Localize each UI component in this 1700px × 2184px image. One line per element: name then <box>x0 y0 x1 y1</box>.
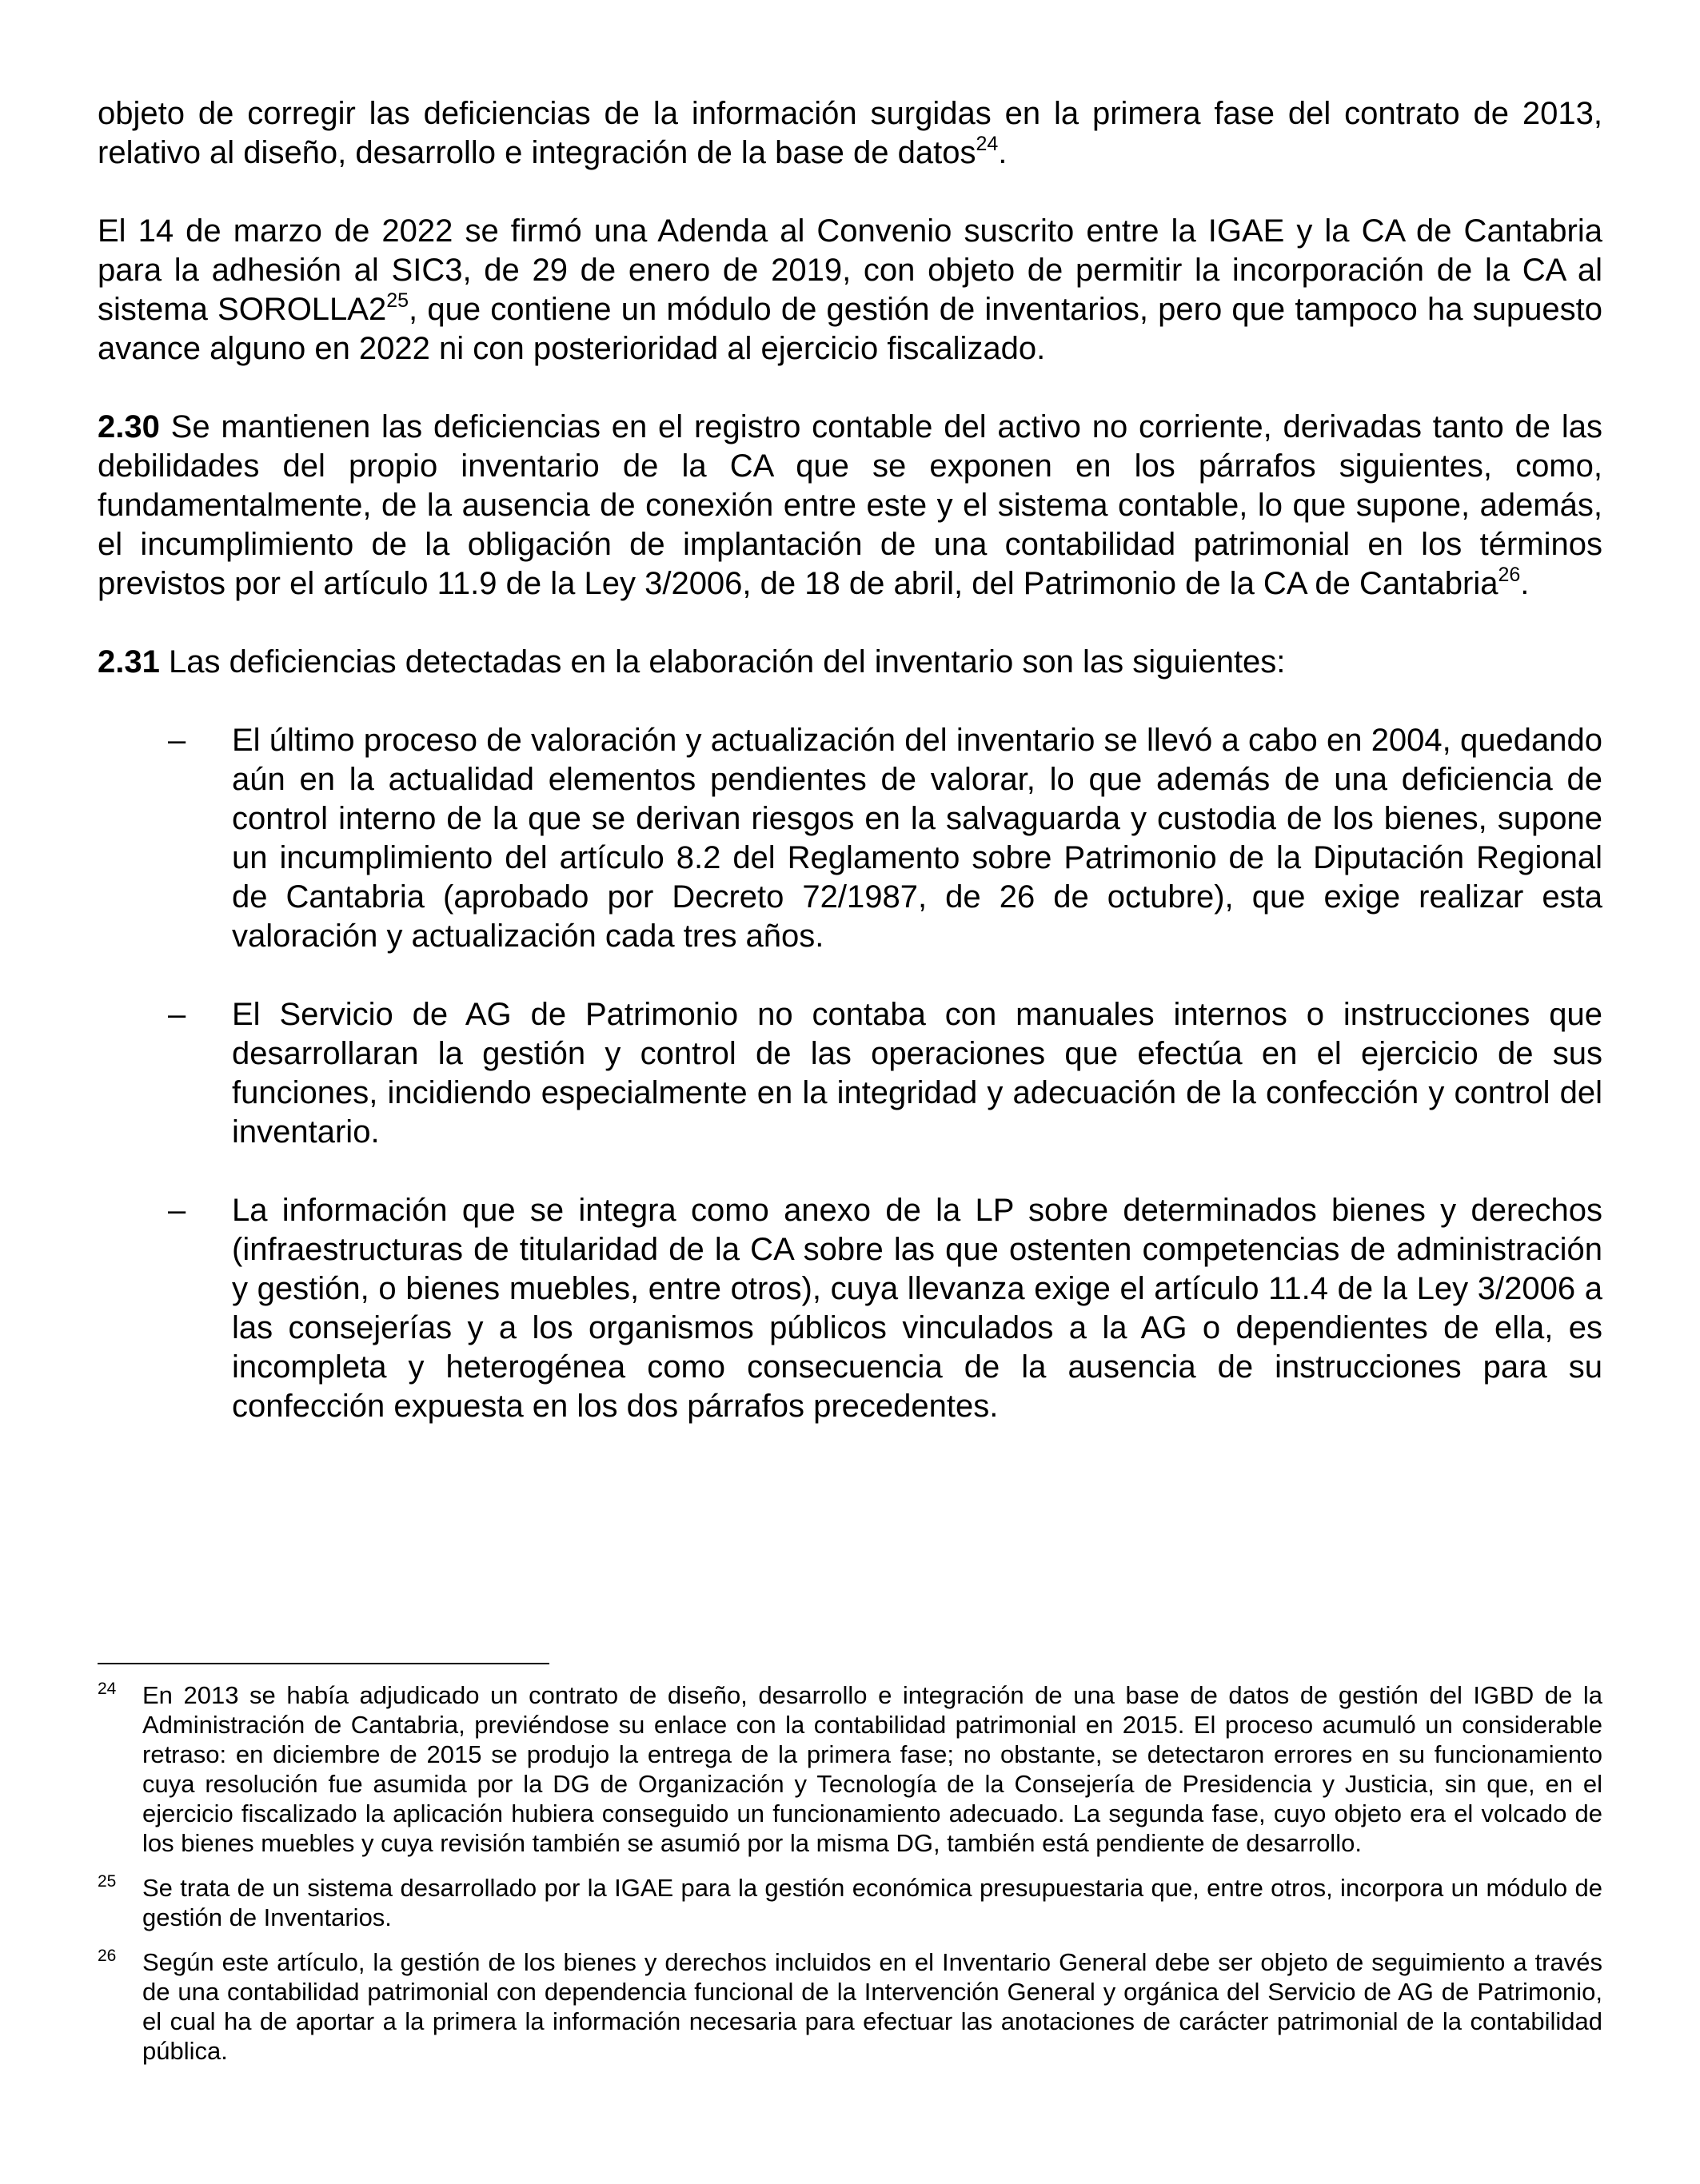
list-item: – El Servicio de AG de Patrimonio no contaba con manuales internos o instrucciones que desarrollaran la gestión y control de las operaciones que efectúa en el ejercicio de sus funciones, incidiendo especialmente en la integridad y adecuación de la confección y control del inventario. <box>168 997 1602 1150</box>
footnote-ref-26[interactable]: 26 <box>1498 564 1521 586</box>
footnote-number: 25 <box>98 1872 117 1891</box>
footnote-ref-24[interactable]: 24 <box>976 133 999 155</box>
paragraph-intro: objeto de corregir las deficiencias de la información surgidas en la primera fase del contrato de 2013, relativo al diseño, desarrollo e integración de la base de datos$^{24}$. <box>98 96 1602 170</box>
footnotes <box>98 1680 1602 2081</box>
dash-bullet-icon: – <box>168 1193 186 1228</box>
paragraph-number: 2.31 <box>98 644 160 680</box>
footnote-ref-25[interactable]: 25 <box>386 289 409 312</box>
footnote-separator <box>98 1663 549 1664</box>
dash-bullet-icon: – <box>168 997 186 1032</box>
paragraph-2-31: 2.31 Las deficiencias detectadas en la elaboración del inventario son las siguientes: <box>98 644 1286 680</box>
footnote-26: 26 Según este artículo, la gestión de los bienes y derechos incluidos en el Inventario General debe ser objeto de seguimiento a través de una contabilidad patrimonial con dependencia funcional de la Intervención General y orgánica del Servicio de AG de Patrimonio, el cual ha de aportar a la primera la información necesaria para efectuar las anotaciones de carácter patrimonial de la contabilidad pública. <box>98 1947 1602 2066</box>
document-body <box>98 94 1602 1465</box>
footnote-25: 25 Se trata de un sistema desarrollado por la IGAE para la gestión económica presupuestaria que, entre otros, incorpora un módulo de gestión de Inventarios. <box>98 1873 1602 1932</box>
list-item: – La información que se integra como anexo de la LP sobre determinados bienes y derechos (infraestructuras de titularidad de la CA sobre las que ostenten competencias de administración y gestión, o bienes muebles, entre otros), cuya llevanza exige el artículo 11.4 de la Ley 3/2006 a las consejerías y a los organismos públicos vinculados a la AG o dependientes de ella, es incompleta y heterogénea como consecuencia de la ausencia de instrucciones para su confección expuesta en los dos párrafos precedentes. <box>168 1193 1602 1424</box>
paragraph-number: 2.30 <box>98 409 160 444</box>
paragraph-2-30: 2.30 Se mantienen las deficiencias en el registro contable del activo no corriente, derivadas tanto de las debilidades del propio inventario de la CA que se exponen en los párrafos siguientes, como, fundamentalmente, de la ausencia de conexión entre este y el sistema contable, lo que supone, además, el incumplimiento de la obligación de implantación de una contabilidad patrimonial en los términos previstos por el artículo 11.9 de la Ley 3/2006, de 18 de abril, del Patrimonio de la CA de Cantabria$^{26}$. <box>98 409 1602 601</box>
paragraph-adenda: El 14 de marzo de 2022 se firmó una Adenda al Convenio suscrito entre la IGAE y la CA de Cantabria para la adhesión al SIC3, de 29 de enero de 2019, con objeto de permitir la incorporación de la CA al sistema $SOROLLA2^{25}$, que contiene un módulo de gestión de inventarios, pero que tampoco ha supuesto avance alguno en 2022 ni con posterioridad al ejercicio fiscalizado. <box>98 213 1603 366</box>
list-item: – El último proceso de valoración y actualización del inventario se llevó a cabo en 2004, quedando aún en la actualidad elementos pendientes de valorar, lo que además de una deficiencia de control interno de la que se derivan riesgos en la salvaguarda y custodia de los bienes, supone un incumplimiento del artículo 8.2 del Reglamento sobre Patrimonio de la Diputación Regional de Cantabria (aprobado por Decreto 72/1987, de 26 de octubre), que exige realizar esta valoración y actualización cada tres años. <box>168 723 1602 954</box>
deficiency-list <box>98 721 1602 1426</box>
footnote-number: 24 <box>98 1680 117 1698</box>
footnote-number: 26 <box>98 1947 117 1965</box>
footnote-24: 24 En 2013 se había adjudicado un contrato de diseño, desarrollo e integración de una base de datos de gestión del IGBD de la Administración de Cantabria, previéndose su enlace con la contabilidad patrimonial en 2015. El proceso acumuló un considerable retraso: en diciembre de 2015 se produjo la entrega de la primera fase; no obstante, se detectaron errores en su funcionamiento cuya resolución fue asumida por la DG de Organización y Tecnología de la Consejería de Presidencia y Justicia, sin que, en el ejercicio fiscalizado la aplicación hubiera conseguido un funcionamiento adecuado. La segunda fase, cuyo objeto era el volcado de los bienes muebles y cuya revisión también se asumió por la misma DG, también está pendiente de desarrollo. <box>98 1680 1602 1858</box>
dash-bullet-icon: – <box>168 723 186 758</box>
